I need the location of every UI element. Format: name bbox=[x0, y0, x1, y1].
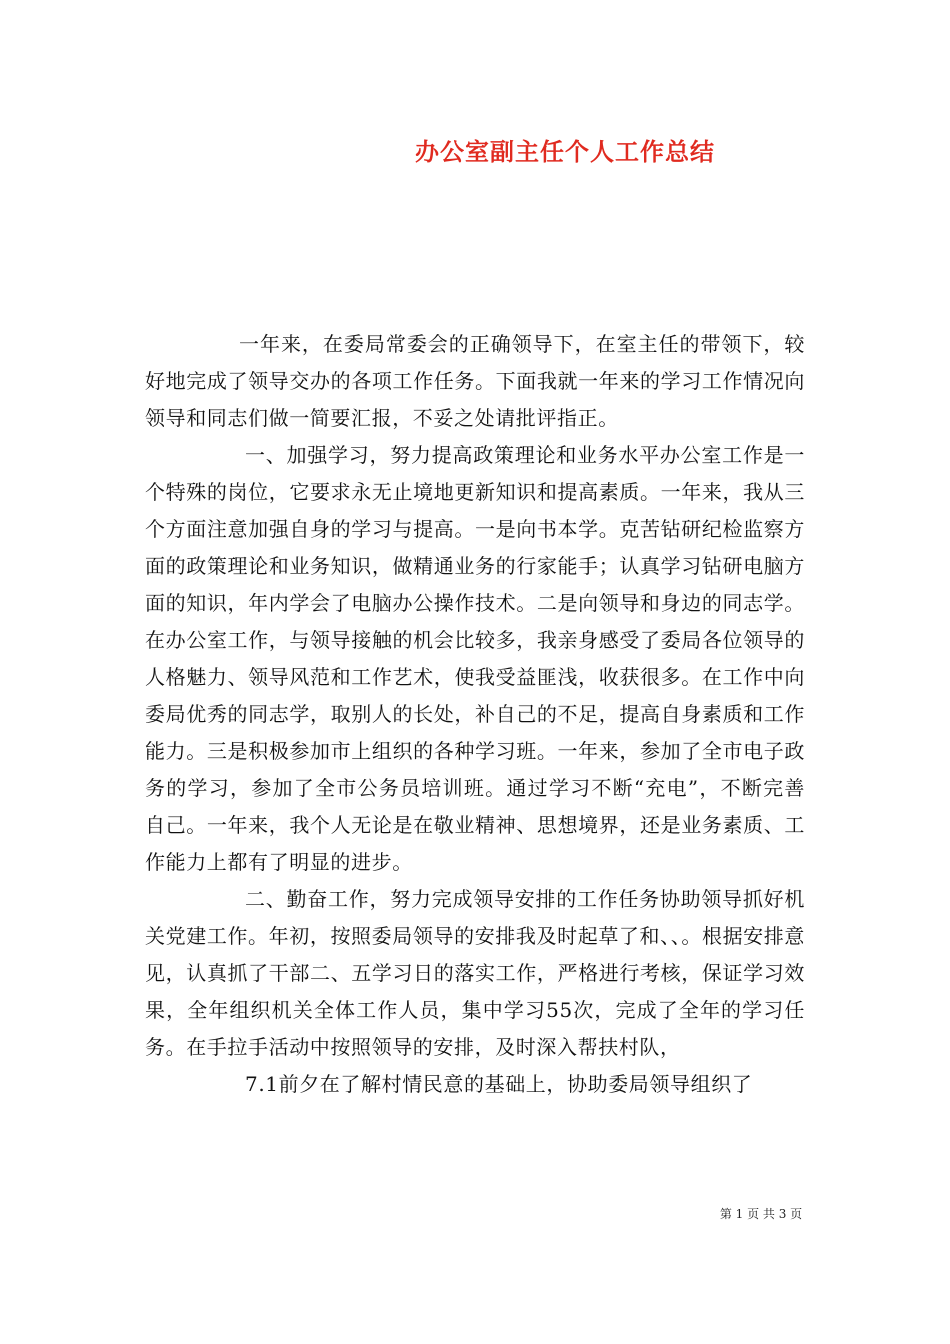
page-number-footer: 第 1 页 共 3 页 bbox=[719, 1207, 803, 1221]
document-body bbox=[145, 326, 805, 1103]
paragraph-section-two: 二、勤奋工作，努力完成领导安排的工作任务协助领导抓好机关党建工作。年初，按照委局领导的安排我及时起草了和、、。根据安排意见，认真抓了干部二、五学习日的落实工作，严格进行考核，保证学习效果，全年组织机关全体工作人员，集中学习55次，完成了全年的学习任务。在手拉手活动中按照领导的安排，及时深入帮扶村队， bbox=[145, 887, 805, 1059]
paragraph-continuation: 7.1前夕在了解村情民意的基础上，协助委局领导组织了 bbox=[245, 1072, 753, 1096]
document-title: 办公室副主任个人工作总结 bbox=[415, 137, 715, 166]
paragraph-intro: 一年来，在委局常委会的正确领导下，在室主任的带领下，较好地完成了领导交办的各项工作任务。下面我就一年来的学习工作情况向领导和同志们做一简要汇报，不妥之处请批评指正。 bbox=[145, 332, 805, 430]
paragraph-section-one: 一、加强学习，努力提高政策理论和业务水平办公室工作是一个特殊的岗位，它要求永无止境地更新知识和提高素质。一年来，我从三个方面注意加强自身的学习与提高。一是向书本学。克苦钻研纪检监察方面的政策理论和业务知识，做精通业务的行家能手；认真学习钻研电脑方面的知识，年内学会了电脑办公操作技术。二是向领导和身边的同志学。在办公室工作，与领导接触的机会比较多，我亲身感受了委局各位领导的人格魅力、领导风范和工作艺术，使我受益匪浅，收获很多。在工作中向委局优秀的同志学，取别人的长处，补自己的不足，提高自身素质和工作能力。三是积极参加市上组织的各种学习班。一年来，参加了全市电子政务的学习，参加了全市公务员培训班。通过学习不断“充电”，不断完善自己。一年来，我个人无论是在敬业精神、思想境界，还是业务素质、工作能力上都有了明显的进步。 bbox=[145, 443, 805, 874]
